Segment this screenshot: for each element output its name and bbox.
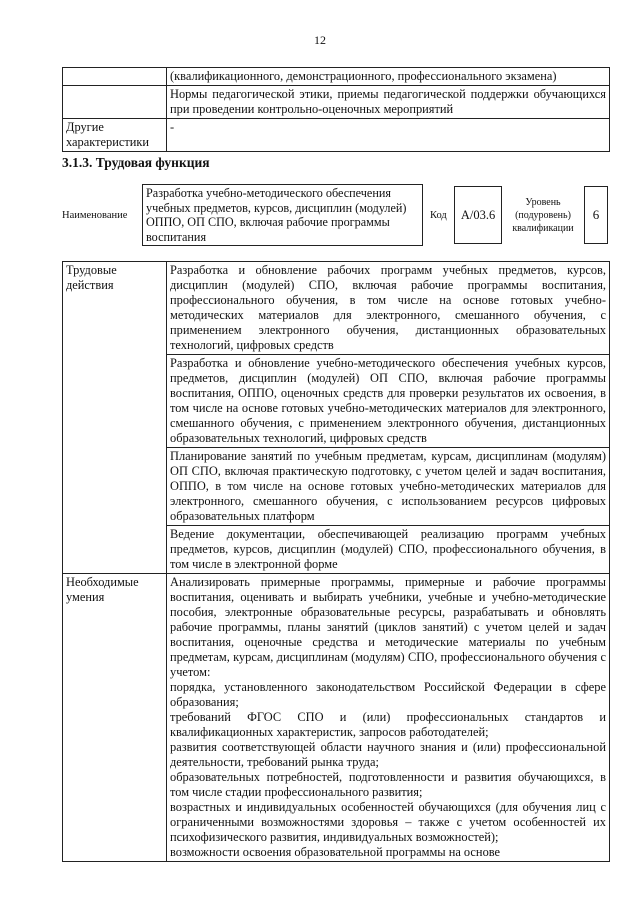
page-number: 12 [314,33,326,47]
function-name: Разработка учебно-методического обеспечения учебных предметов, курсов, дисциплин (модулей) ОППО, ОП СПО, включая рабочие программы воспитания [142,184,423,246]
action-item: Разработка и обновление учебно-методического обеспечения учебных курсов, предметов, дисциплин (модулей) ОП СПО, включая рабочие программы воспитания, ОППО, оценочных средств для проверки результатов их освоения, в том числе на основе готовых учебно-методических материалов для электронного, смешанного обучения, с применением электронного обучения, дистанционных образовательных технологий, цифровых средств [167,355,610,448]
row-label [63,86,167,119]
action-item: Планирование занятий по учебным предметам, курсам, дисциплинам (модулям) ОП СПО, включая практическую подготовку, с учетом целей и задач воспитания, ОППО, в том числе на основе готовых учебно-методических материалов для электронного, смешанного обучения, с использованием ресурсов цифровых образовательных платформ [167,448,610,526]
function-header [62,184,614,248]
continued-table [62,67,610,152]
skills-label: Необходимые умения [63,574,167,862]
row-text: (квалификационного, демонстрационного, профессионального экзамена) [167,68,610,86]
skill-line: Анализировать примерные программы, примерные и рабочие программы воспитания, оценивать и выбирать учебники, учебные и учебно-методические пособия, электронные образовательные ресурсы, разрабатывать и обновлять рабочие программы, планы занятий (циклов занятий) с учетом целей и задач воспитания, оценочные средства и методические материалы по учебным предметам, курсам, дисциплинам (модулям) СПО, профессионального обучения с учетом: [170,575,606,679]
row-label-other: Другие характеристики [63,119,167,152]
function-code: А/03.6 [454,186,502,244]
row-label [63,68,167,86]
row-text: Нормы педагогической этики, приемы педагогической поддержки обучающихся при проведении контрольно-оценочных мероприятий [167,86,610,119]
skill-line: возможности освоения образовательной программы на основе [170,845,501,859]
name-label: Наименование [62,210,128,221]
action-item: Ведение документации, обеспечивающей реализацию программ учебных предметов, курсов, дисциплин (модулей) СПО, профессионального обучения, в том числе в электронной форме [167,526,610,574]
table-row [63,119,610,152]
skill-line: развития соответствующей области научного знания и (или) профессиональной деятельности, требований рынка труда; [170,740,606,769]
qualification-level: 6 [584,186,608,244]
skill-line: образовательных потребностей, подготовленности и развития обучающихся, в том числе стадии профессионального развития; [170,770,606,799]
table-row [63,262,610,355]
section-heading: 3.1.3. Трудовая функция [62,155,210,170]
actions-label: Трудовые действия [63,262,167,574]
skill-line: возрастных и индивидуальных особенностей обучающихся (для обучения лиц с ограниченными возможностями здоровья – также с учетом особенностей их психофизического развития, индивидуальных возможностей); [170,800,606,844]
skill-line: порядка, установленного законодательством Российской Федерации в сфере образования; [170,680,606,709]
table-row [63,574,610,862]
table-row [63,68,610,86]
action-item: Разработка и обновление рабочих программ учебных предметов, курсов, дисциплин (модулей) СПО, включая рабочие программы воспитания, профессионального обучения, в том числе на основе готовых учебно-методических материалов для электронного, смешанного обучения, с применением электронного обучения, дистанционных образовательных технологий, цифровых средств [167,262,610,355]
row-text: - [167,119,610,152]
function-table [62,261,610,862]
skills-cell [167,574,610,862]
skill-line: требований ФГОС СПО и (или) профессиональных стандартов и квалификационных характеристик, запросов работодателей; [170,710,606,739]
qualification-level-label: Уровень (подуровень) квалификации [512,197,574,234]
table-row [63,86,610,119]
code-label: Код [430,210,447,221]
